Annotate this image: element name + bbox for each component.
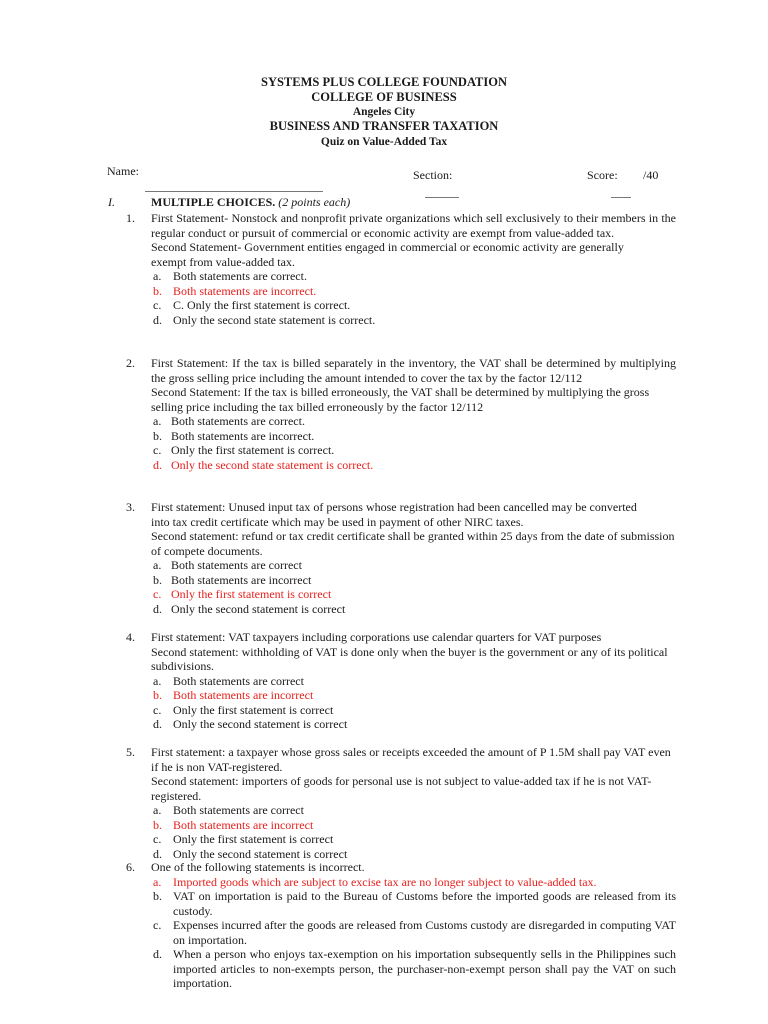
name-label: Name: — [107, 164, 139, 178]
question-statement: First Statement- Nonstock and nonprofit private organizations which sell exclusively to their members in the regular conduct or pursuit of commercial or economic activity are exempt from value-added tax. — [151, 211, 676, 240]
option-a[interactable]: a. Both statements are correct — [153, 803, 304, 817]
section-numeral: I. — [108, 195, 115, 209]
question-number: 4. — [126, 630, 135, 644]
option-b[interactable]: b. Both statements are incorrect. — [153, 428, 315, 443]
question-number: 3. — [126, 500, 135, 514]
question-4 — [126, 630, 676, 732]
section-heading — [151, 195, 350, 209]
question-statement: Second Statement: If the tax is billed erroneously, the VAT shall be determined by multiplying the gross selling price including the tax billed erroneously by the factor 12/112 — [151, 385, 650, 414]
option-d[interactable]: d. Only the second statement is correct — [153, 601, 346, 616]
question-number: 2. — [126, 356, 135, 370]
option-b-answer[interactable]: b. Both statements are incorrect — [153, 688, 314, 702]
question-number: 6. — [126, 860, 135, 874]
option-c[interactable]: c. Only the first statement is correct. — [153, 443, 335, 457]
option-a[interactable]: a. Both statements are correct. — [153, 269, 307, 283]
question-6 — [126, 860, 676, 991]
question-number: 1. — [126, 211, 135, 225]
question-statement: Second statement: withholding of VAT is done only when the buyer is the government or any of its political subdivisions. — [151, 644, 668, 673]
question-3 — [126, 500, 676, 616]
question-2 — [126, 356, 676, 472]
question-statement: First Statement: If the tax is billed separately in the inventory, the VAT shall be determined by multiplying the gross selling price including the amount intended to cover the tax by the factor 12/112 — [151, 356, 676, 385]
question-1 — [126, 211, 676, 327]
question-statement: First statement: a taxpayer whose gross sales or receipts exceeded the amount of P 1.5M shall pay VAT even if he is non VAT-registered. — [151, 745, 671, 774]
college-name: COLLEGE OF BUSINESS — [311, 90, 457, 104]
option-b-answer[interactable]: b. Both statements are incorrect. — [153, 283, 317, 298]
question-5 — [126, 745, 676, 861]
option-c[interactable]: c. Only the first statement is correct — [153, 702, 334, 717]
option-a-answer[interactable]: a. Imported goods which are subject to excise tax are no longer subject to value-added tax. — [153, 874, 597, 889]
document-header — [0, 75, 768, 150]
question-statement: First statement: Unused input tax of persons whose registration had been cancelled may be converted into tax credit certificate which may be used in payment of other NIRC taxes. — [151, 500, 637, 529]
option-b[interactable]: b. VAT on importation is paid to the Bureau of Customs before the imported goods are released from its custody. — [153, 889, 676, 918]
score-blank-line[interactable] — [611, 197, 631, 198]
question-statement: Second Statement- Government entities engaged in commercial or economic activity are generally exempt from value-added tax. — [151, 240, 624, 269]
option-c-answer[interactable]: c. Only the first statement is correct — [153, 587, 332, 601]
option-a[interactable]: a. Both statements are correct — [153, 558, 302, 572]
option-d[interactable]: d. When a person who enjoys tax-exemption on his importation subsequently sells in the Philippines such imported articles to non-exempts person, the purchaser-non-exempt person shall pay the VAT on such importation. — [153, 947, 676, 990]
option-d[interactable]: d. Only the second state statement is correct. — [153, 312, 376, 327]
option-a[interactable]: a. Both statements are correct. — [153, 414, 305, 428]
section-points: (2 points each) — [278, 195, 351, 209]
question-statement: One of the following statements is incorrect. — [151, 860, 365, 874]
course-title: BUSINESS AND TRANSFER TAXATION — [269, 119, 499, 133]
option-c[interactable]: c. C. Only the first statement is correct. — [153, 298, 351, 312]
option-b-answer[interactable]: b. Both statements are incorrect — [153, 817, 314, 832]
name-blank-line[interactable] — [145, 191, 323, 192]
score-total: /40 — [643, 168, 659, 182]
score-label: Score: — [587, 168, 618, 182]
option-a[interactable]: a. Both statements are correct — [153, 673, 304, 688]
institution-name: SYSTEMS PLUS COLLEGE FOUNDATION — [261, 75, 507, 89]
option-d-answer[interactable]: d. Only the second state statement is correct. — [153, 457, 374, 472]
option-c[interactable]: c. Only the first statement is correct — [153, 832, 334, 846]
quiz-title: Quiz on Value-Added Tax — [320, 136, 448, 148]
question-statement: Second statement: refund or tax credit certificate shall be granted within 25 days from the date of submission of compete documents. — [151, 529, 675, 558]
option-d[interactable]: d. Only the second statement is correct — [153, 717, 348, 731]
section-title: MULTIPLE CHOICES. — [151, 195, 276, 209]
option-d[interactable]: d. Only the second statement is correct — [153, 846, 348, 861]
question-statement: First statement: VAT taxpayers including corporations use calendar quarters for VAT purposes — [151, 630, 602, 644]
question-statement: Second statement: importers of goods for personal use is not subject to value-added tax if he is not VAT-registered. — [151, 774, 652, 803]
city-name: Angeles City — [352, 106, 416, 118]
option-b[interactable]: b. Both statements are incorrect — [153, 572, 312, 587]
option-c[interactable]: c. Expenses incurred after the goods are released from Customs custody are disregarded in computing VAT on importation. — [153, 918, 676, 947]
section-blank-line[interactable] — [425, 197, 459, 198]
section-label: Section: — [413, 168, 453, 182]
question-number: 5. — [126, 745, 135, 759]
